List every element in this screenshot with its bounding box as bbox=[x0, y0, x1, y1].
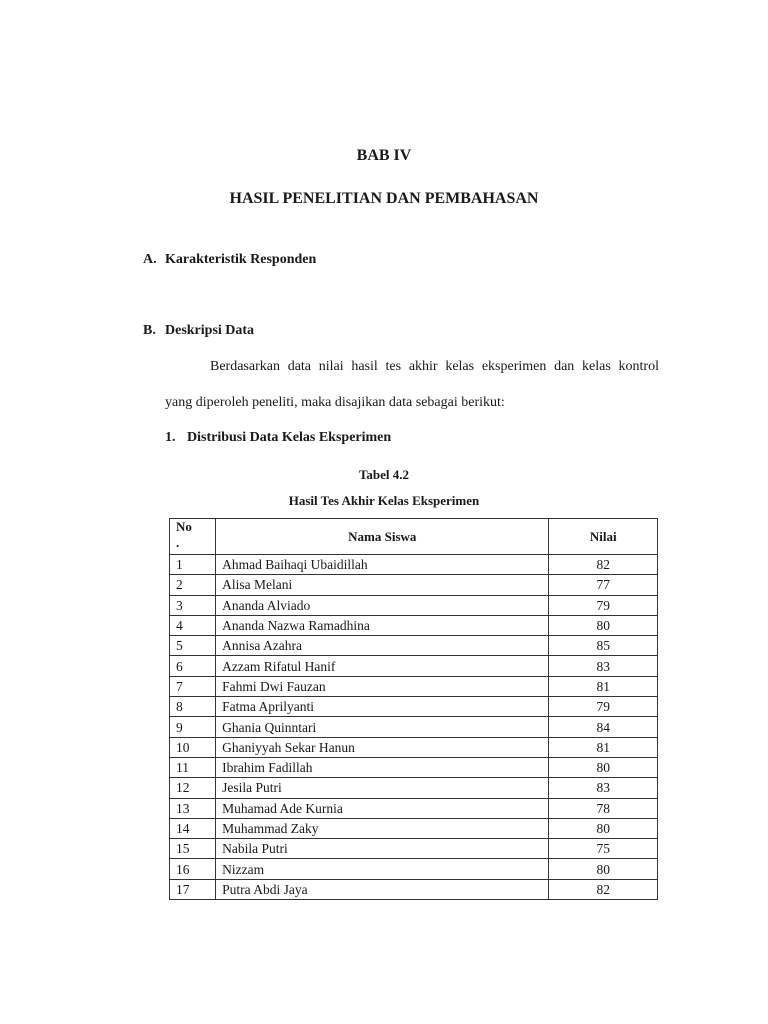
cell-score: 79 bbox=[549, 595, 658, 615]
cell-no: 12 bbox=[170, 778, 216, 798]
cell-name: Ahmad Baihaqi Ubaidillah bbox=[216, 555, 549, 575]
table-label: Tabel 4.2 bbox=[358, 467, 410, 482]
cell-score: 83 bbox=[549, 778, 658, 798]
cell-score: 84 bbox=[549, 717, 658, 737]
table-row bbox=[170, 636, 658, 656]
table-row bbox=[170, 676, 658, 696]
cell-no: 6 bbox=[170, 656, 216, 676]
cell-score: 78 bbox=[549, 798, 658, 818]
table-body bbox=[170, 555, 658, 900]
cell-score: 81 bbox=[549, 737, 658, 757]
table-row bbox=[170, 839, 658, 859]
cell-no: 8 bbox=[170, 697, 216, 717]
cell-name: Fatma Aprilyanti bbox=[216, 697, 549, 717]
table-row bbox=[170, 859, 658, 879]
cell-name: Ibrahim Fadillah bbox=[216, 757, 549, 777]
cell-name: Alisa Melani bbox=[216, 575, 549, 595]
cell-name: Ghaniyyah Sekar Hanun bbox=[216, 737, 549, 757]
header-no: No . bbox=[170, 519, 216, 555]
table-row bbox=[170, 879, 658, 899]
section-heading-a bbox=[143, 252, 316, 268]
cell-score: 85 bbox=[549, 636, 658, 656]
table-row bbox=[170, 798, 658, 818]
section-title: Deskripsi Data bbox=[165, 323, 255, 338]
cell-no: 10 bbox=[170, 737, 216, 757]
cell-no: 7 bbox=[170, 676, 216, 696]
cell-score: 80 bbox=[549, 818, 658, 838]
cell-score: 80 bbox=[549, 859, 658, 879]
cell-no: 1 bbox=[170, 555, 216, 575]
cell-no: 16 bbox=[170, 859, 216, 879]
cell-no: 2 bbox=[170, 575, 216, 595]
cell-no: 5 bbox=[170, 636, 216, 656]
cell-score: 81 bbox=[549, 676, 658, 696]
header-name: Nama Siswa bbox=[216, 519, 549, 555]
cell-score: 80 bbox=[549, 615, 658, 635]
cell-score: 83 bbox=[549, 656, 658, 676]
table-caption: Hasil Tes Akhir Kelas Eksperimen bbox=[288, 493, 480, 508]
table-row bbox=[170, 615, 658, 635]
section-title: Karakteristik Responden bbox=[165, 252, 317, 267]
cell-name: Ananda Nazwa Ramadhina bbox=[216, 615, 549, 635]
section-heading-b bbox=[143, 323, 254, 339]
cell-name: Nabila Putri bbox=[216, 839, 549, 859]
chapter-label: BAB IV bbox=[356, 147, 412, 164]
table-row bbox=[170, 595, 658, 615]
cell-no: 13 bbox=[170, 798, 216, 818]
header-score: Nilai bbox=[549, 519, 658, 555]
cell-no: 17 bbox=[170, 879, 216, 899]
cell-no: 4 bbox=[170, 615, 216, 635]
cell-name: Muhamad Ade Kurnia bbox=[216, 798, 549, 818]
table-header-row bbox=[170, 519, 658, 555]
cell-name: Ghania Quinntari bbox=[216, 717, 549, 737]
cell-no: 15 bbox=[170, 839, 216, 859]
cell-name: Muhammad Zaky bbox=[216, 818, 549, 838]
paragraph-line-1: Berdasarkan data nilai hasil tes akhir kelas eksperimen dan kelas kontrol bbox=[210, 359, 659, 374]
paragraph-line-2: yang diperoleh peneliti, maka disajikan data sebagai berikut: bbox=[165, 395, 505, 410]
cell-name: Jesila Putri bbox=[216, 778, 549, 798]
table-row bbox=[170, 555, 658, 575]
table-row bbox=[170, 717, 658, 737]
table-row bbox=[170, 778, 658, 798]
cell-score: 80 bbox=[549, 757, 658, 777]
table-row bbox=[170, 575, 658, 595]
table-row bbox=[170, 656, 658, 676]
section-letter: A. bbox=[143, 252, 157, 267]
chapter-title: HASIL PENELITIAN DAN PEMBAHASAN bbox=[229, 190, 539, 207]
section-letter: B. bbox=[143, 323, 156, 338]
cell-no: 14 bbox=[170, 818, 216, 838]
results-table bbox=[169, 518, 658, 900]
cell-name: Azzam Rifatul Hanif bbox=[216, 656, 549, 676]
subsection-title: Distribusi Data Kelas Eksperimen bbox=[187, 430, 392, 445]
cell-score: 79 bbox=[549, 697, 658, 717]
cell-no: 9 bbox=[170, 717, 216, 737]
cell-score: 82 bbox=[549, 555, 658, 575]
table-row bbox=[170, 757, 658, 777]
cell-score: 75 bbox=[549, 839, 658, 859]
cell-score: 77 bbox=[549, 575, 658, 595]
table-row bbox=[170, 737, 658, 757]
table-row bbox=[170, 697, 658, 717]
cell-name: Nizzam bbox=[216, 859, 549, 879]
cell-name: Annisa Azahra bbox=[216, 636, 549, 656]
subsection-number: 1. bbox=[165, 430, 176, 445]
cell-score: 82 bbox=[549, 879, 658, 899]
cell-name: Fahmi Dwi Fauzan bbox=[216, 676, 549, 696]
table-row bbox=[170, 818, 658, 838]
cell-no: 11 bbox=[170, 757, 216, 777]
subsection-heading bbox=[165, 430, 391, 446]
cell-name: Putra Abdi Jaya bbox=[216, 879, 549, 899]
cell-name: Ananda Alviado bbox=[216, 595, 549, 615]
cell-no: 3 bbox=[170, 595, 216, 615]
